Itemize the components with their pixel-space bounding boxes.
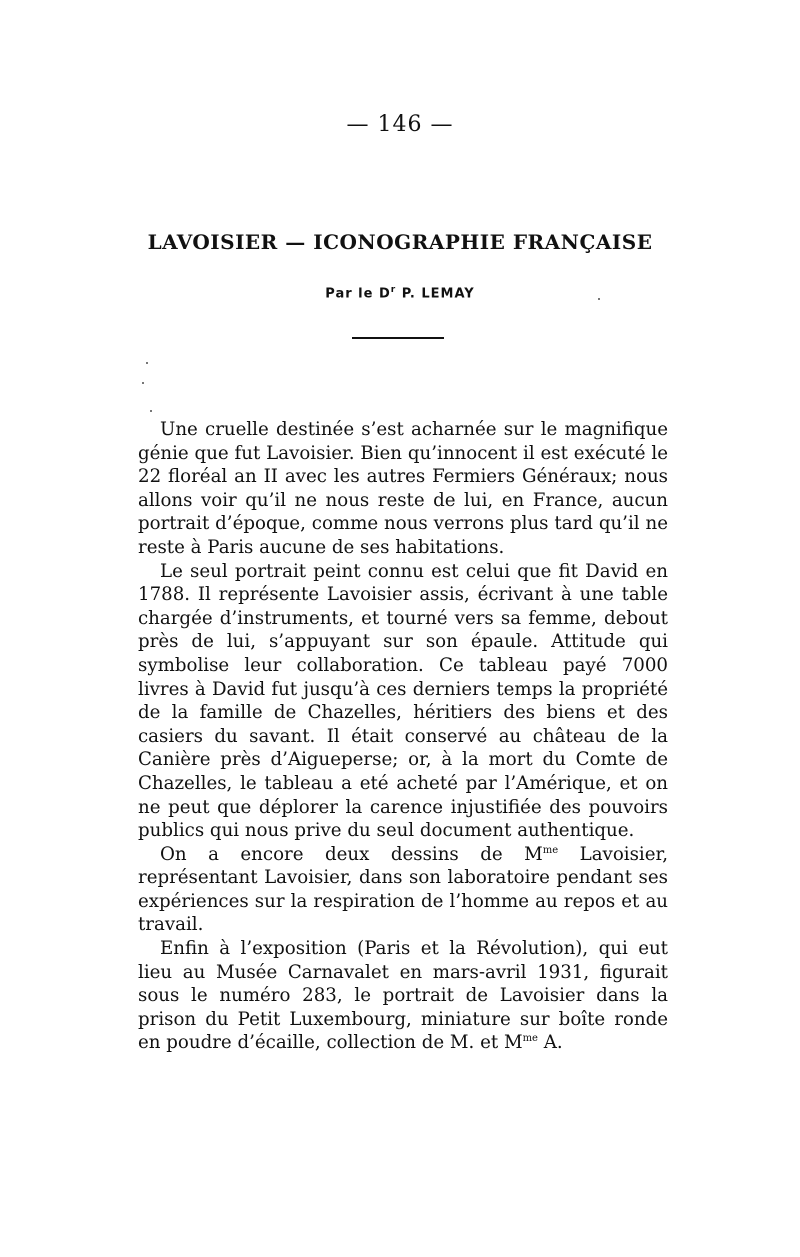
paragraph-4-end: A.	[537, 1032, 563, 1054]
page-number: — 146 —	[346, 112, 454, 137]
paragraph-2: Le seul portrait peint connu est celui que fit David en 1788. Il représente Lavoisier assis, écrivant à une table chargée d’instruments, et tourné vers sa femme, debout près de lui, s’appuyant sur son épaule. Attitude qui symbolise leur collaboration. Ce tableau payé 7000 livres à David fut jusqu’à ces derniers temps la propriété de la famille de Chazelles, héritiers des biens et des casiers du savant. Il était conservé au château de la Canière près d’Aigueperse; or, à la mort du Comte de Chazelles, le tableau a eté acheté par l’Amérique, et on ne peut que déplorer la carence injustifiée des pouvoirs publics qui nous prive du seul document authentique.	[138, 560, 668, 842]
paragraph-4-start: Enfin à l’exposition (Paris et la Révolution), qui eut lieu au Musée Carnavalet en mars-avril 1931, figurait sous le numéro 283, le portrait de Lavoisier dans la prison du Petit Luxembourg, miniature sur boîte ronde en poudre d’écaille, collection de M. et M	[138, 938, 668, 1054]
byline-name: P. LEMAY	[396, 286, 475, 302]
author-byline	[0, 285, 800, 301]
paragraph-3-start: On a encore deux dessins de M	[160, 843, 543, 865]
paragraph-3-end: Lavoisier, représentant Lavoisier, dans son laboratoire pendant ses expériences sur la respiration de l’homme au repos et au travail.	[138, 843, 668, 936]
byline-prefix: Par le D	[325, 286, 391, 302]
title-divider	[352, 337, 444, 339]
paragraph-3-sup: me	[542, 844, 559, 856]
paragraph-4	[138, 937, 668, 1055]
paragraph-1: Une cruelle destinée s’est acharnée sur le magnifique génie que fut Lavoisier. Bien qu’innocent il est exécuté le 22 floréal an II avec les autres Fermiers Généraux; nous allons voir qu’il ne nous reste de lui, en France, aucun portrait d’époque, comme nous verrons plus tard qu’il ne reste à Paris aucune de ses habitations.	[138, 419, 668, 558]
byline-sup: r	[390, 285, 397, 295]
article-title: LAVOISIER — ICONOGRAPHIE FRANÇAISE	[147, 230, 653, 254]
article-body	[138, 418, 668, 1055]
paragraph-4-sup: me	[522, 1033, 538, 1045]
paragraph-3	[138, 843, 668, 937]
